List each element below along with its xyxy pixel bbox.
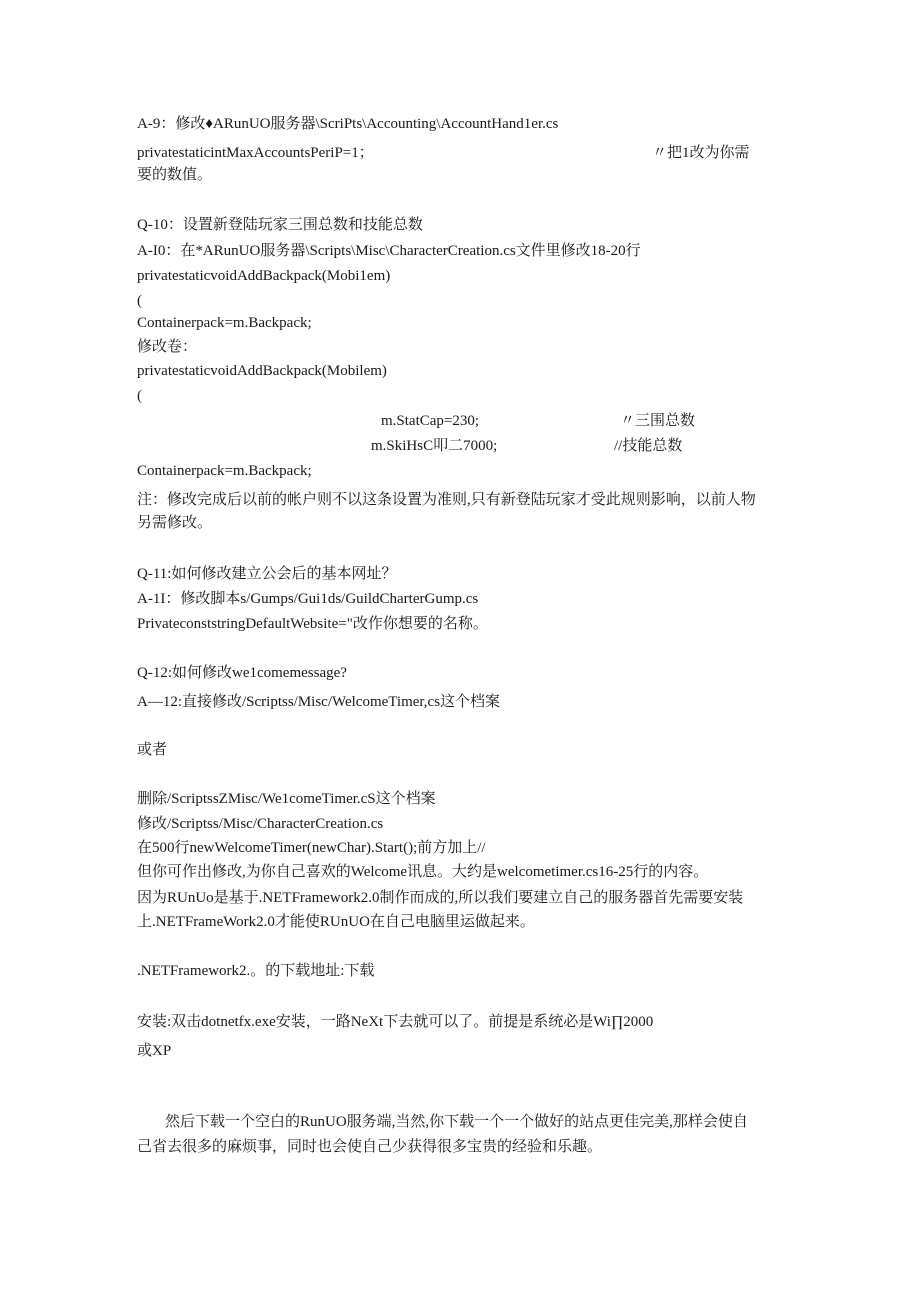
answer-12: A—12:直接修改/Scriptss/Misc/WelcomeTimer,cs这个档案	[137, 694, 501, 710]
text-line: 要的数值。	[137, 167, 213, 183]
code-line-max-accounts: privatestaticintMaxAccountsPeriP=1；	[137, 145, 374, 161]
answer-11: A-1I：修改脚本s/Gumps/Gui1ds/GuildCharterGump.cs	[137, 591, 479, 607]
text-line: 修改/Scriptss/Misc/CharacterCreation.cs	[137, 816, 384, 832]
question-12: Q-12:如何修改we1comemessage?	[137, 665, 347, 681]
text-line: 修改卷：	[137, 339, 198, 355]
code-comment: 〃三围总数	[620, 413, 696, 429]
question-10: Q-10：设置新登陆玩家三围总数和技能总数	[137, 217, 423, 233]
text-line: 或XP	[137, 1043, 172, 1059]
code-comment: 〃把1改为你需	[652, 145, 750, 161]
download-line: .NETFramework2.。的下载地址:下载	[137, 963, 375, 979]
paragraph-line: 己省去很多的麻烦事，同时也会使自己少获得很多宝贵的经验和乐趣。	[137, 1139, 603, 1155]
question-11: Q-11:如何修改建立公会后的基本网址？	[137, 566, 397, 582]
note-line: 另需修改。	[137, 515, 213, 531]
note-line: 注：修改完成后以前的帐户则不以这条设置为准则,只有新登陆玩家才受此规则影响，以前人物	[137, 492, 756, 508]
code-comment: //技能总数	[614, 438, 683, 454]
text-line: 上.NETFrameWork2.0才能使RUnUO在自己电脑里运做起来。	[137, 914, 535, 930]
code-line-statcap: m.StatCap=230;	[381, 413, 480, 429]
install-line: 安装:双击dotnetfx.exe安装，一路NeXt下去就可以了。前提是系统必是Wi∏2000	[137, 1014, 654, 1030]
text-line: 因为RUnUo是基于.NETFramework2.0制作而成的,所以我们要建立自己的服务器首先需要安装	[137, 890, 744, 906]
code-line: PrivateconststringDefaultWebsite="改作你想要的名称。	[137, 616, 488, 632]
paragraph-line: 然后下载一个空白的RunUO服务端,当然,你下载一个一个做好的站点更佳完美,那样会使自	[165, 1114, 748, 1130]
code-line: Containerpack=m.Backpack;	[137, 315, 312, 331]
answer-9-line: A-9：修改♦ARunUO服务器\ScriPts\Accounting\AccountHand1er.cs	[137, 116, 559, 132]
code-line: privatestaticvoidAddBackpack(Mobilem)	[137, 363, 387, 379]
code-line-skillcap: m.SkiHsC叩二7000;	[371, 438, 498, 454]
code-line: privatestaticvoidAddBackpack(Mobi1em)	[137, 268, 391, 284]
text-line: 删除/ScriptssZMisc/We1comeTimer.cS这个档案	[137, 791, 436, 807]
code-line: (	[137, 293, 142, 309]
text-line: 在500行newWelcomeTimer(newChar).Start();前方加上//	[137, 840, 486, 856]
code-line: (	[137, 388, 142, 404]
text-line: 但你可作出修改,为你自己喜欢的Welcome讯息。大约是welcometimer.cs16-25行的内容。	[137, 864, 709, 880]
code-line: Containerpack=m.Backpack;	[137, 463, 312, 479]
text-line: 或者	[137, 742, 168, 758]
answer-10: A-I0：在*ARunUO服务器\Scripts\Misc\CharacterCreation.cs文件里修改18-20行	[137, 243, 641, 259]
